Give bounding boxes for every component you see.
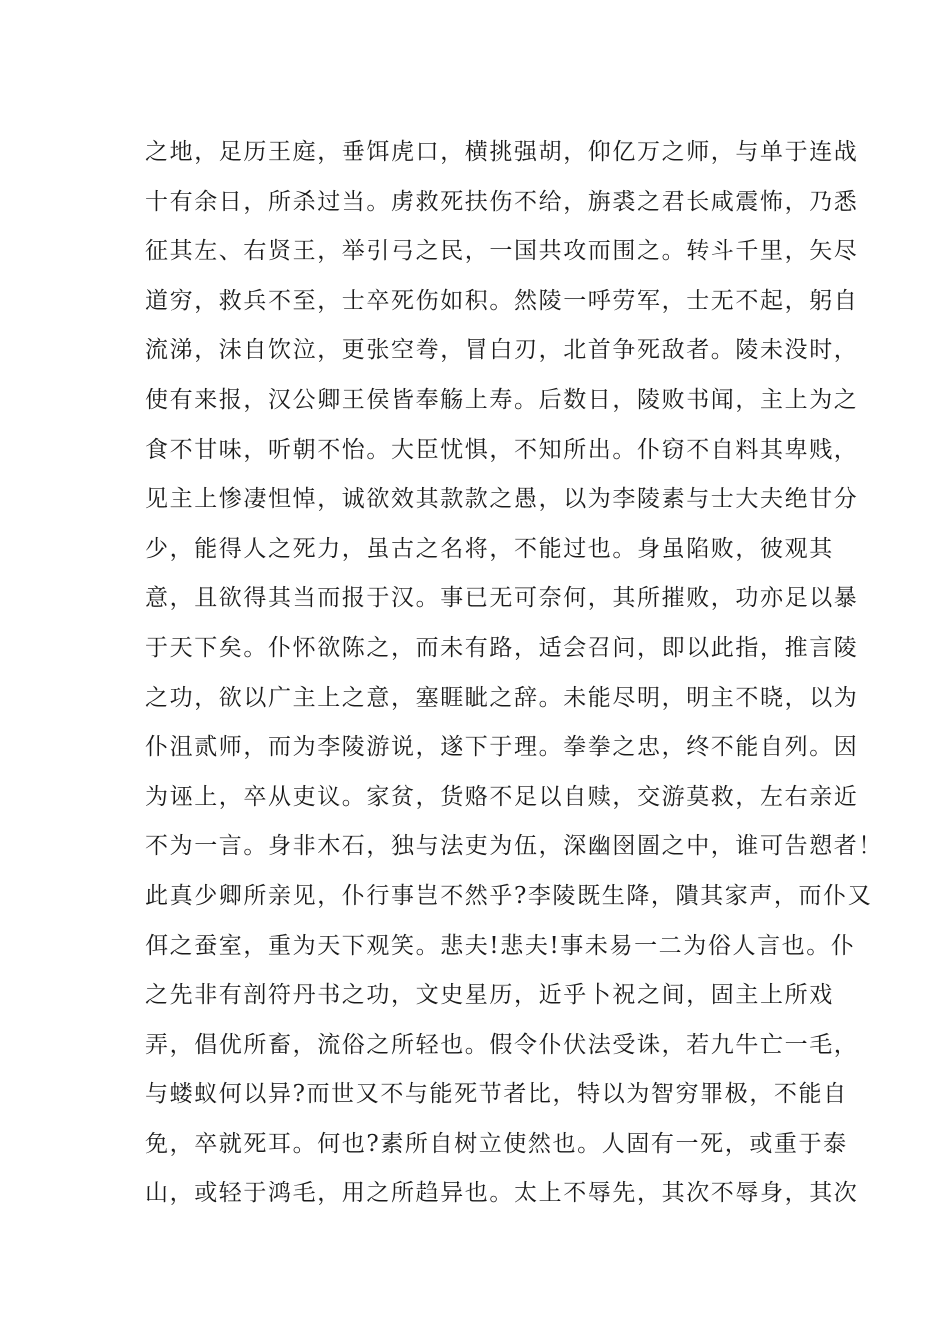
text-line: 此真少卿所亲见，仆行事岂不然乎?李陵既生降，隤其家声，而仆又 — [145, 882, 873, 909]
text-line: 流涕，沬自饮泣，更张空弮，冒白刃，北首争死敌者。陵未没时， — [145, 337, 859, 364]
text-line: 少，能得人之死力，虽古之名将，不能过也。身虽陷败，彼观其 — [145, 535, 834, 562]
text-line: 之先非有剖符丹书之功，文史星历，近乎卜祝之间，固主上所戏 — [145, 982, 834, 1009]
text-line: 于天下矣。仆怀欲陈之，而未有路，适会召问，即以此指，推言陵 — [145, 634, 859, 661]
body-text — [145, 128, 883, 1219]
text-line: 山，或轻于鸿毛，用之所趋异也。太上不辱先，其次不辱身，其次 — [145, 1180, 859, 1207]
text-line: 使有来报，汉公卿王侯皆奉觞上寿。后数日，陵败书闻，主上为之 — [145, 386, 859, 413]
text-line: 食不甘味，听朝不怡。大臣忧惧，不知所出。仆窃不自料其卑贱， — [145, 436, 859, 463]
text-line: 十有余日，所杀过当。虏救死扶伤不给，旃裘之君长咸震怖，乃悉 — [145, 188, 859, 215]
text-line: 意，且欲得其当而报于汉。事已无可奈何，其所摧败，功亦足以暴 — [145, 585, 859, 612]
text-line: 与蝼蚁何以异?而世又不与能死节者比，特以为智穷罪极，不能自 — [145, 1081, 848, 1108]
text-line: 不为一言。身非木石，独与法吏为伍，深幽囹圄之中，谁可告愬者！ — [145, 833, 883, 860]
text-line: 为诬上，卒从吏议。家贫，货赂不足以自赎，交游莫救，左右亲近 — [145, 783, 859, 810]
text-line: 弄，倡优所畜，流俗之所轻也。假令仆伏法受诛，若九牛亡一毛， — [145, 1031, 859, 1058]
text-line: 仆沮贰师，而为李陵游说，遂下于理。拳拳之忠，终不能自列。因 — [145, 734, 859, 761]
text-line: 见主上惨凄怛悼，诚欲效其款款之愚，以为李陵素与士大夫绝甘分 — [145, 486, 859, 513]
text-line: 佴之蚕室，重为天下观笑。悲夫!悲夫!事未易一二为俗人言也。仆 — [145, 932, 856, 959]
text-line: 征其左、右贤王，举引弓之民，一国共攻而围之。转斗千里，矢尽 — [145, 238, 859, 265]
text-line: 免，卒就死耳。何也?素所自树立使然也。人固有一死，或重于泰 — [145, 1130, 848, 1157]
text-line: 道穷，救兵不至，士卒死伤如积。然陵一呼劳军，士无不起，躬自 — [145, 287, 859, 314]
text-line: 之功，欲以广主上之意，塞睚眦之辞。未能尽明，明主不晓，以为 — [145, 684, 859, 711]
text-line: 之地，足历王庭，垂饵虎口，横挑强胡，仰亿万之师，与单于连战 — [145, 139, 859, 165]
